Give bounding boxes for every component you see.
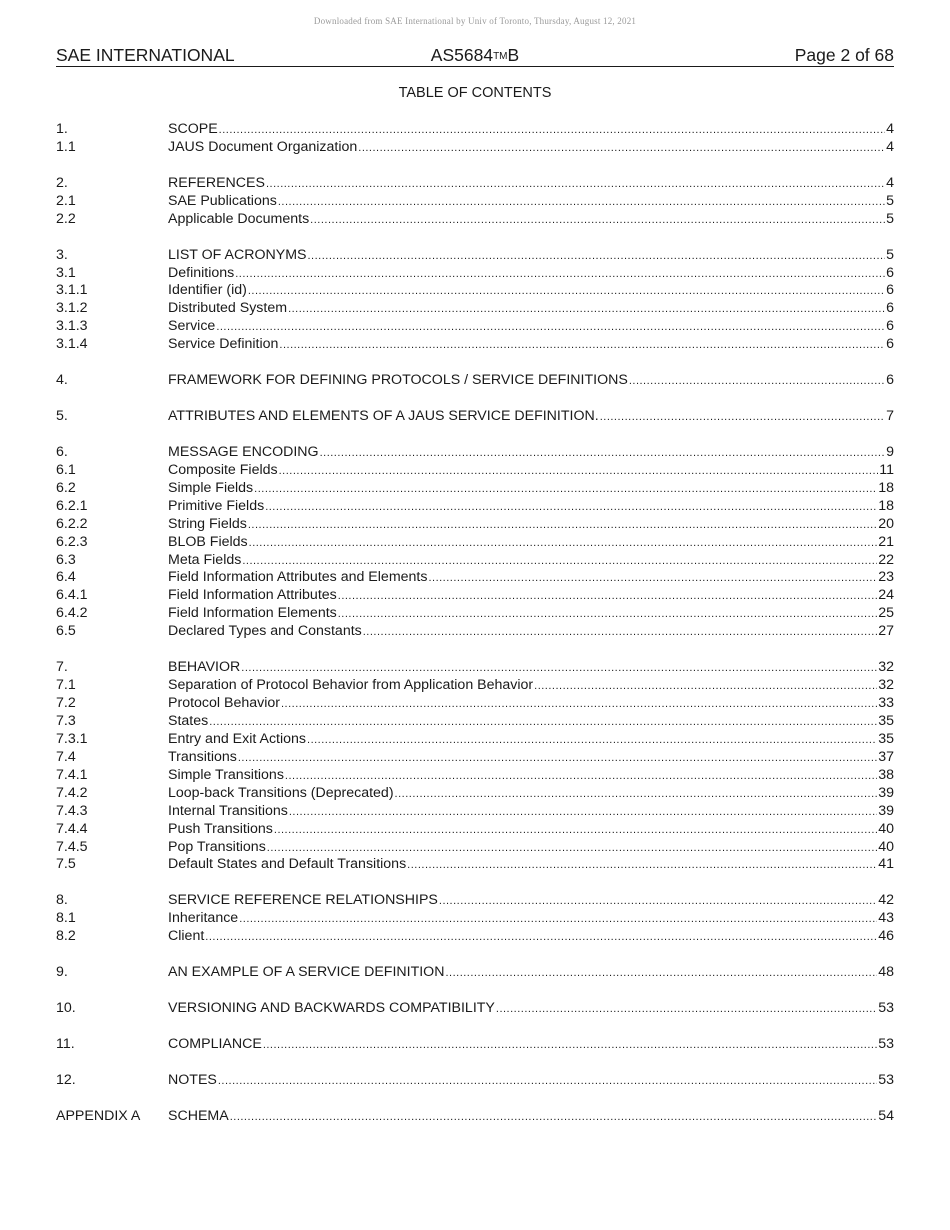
toc-entry[interactable] [56, 552, 894, 570]
toc-entry[interactable] [56, 175, 894, 193]
toc-entry-title[interactable]: COMPLIANCE [168, 1035, 262, 1052]
toc-entry-page[interactable]: 43 [878, 910, 894, 927]
toc-dot-leader [438, 893, 877, 911]
toc-entry-page[interactable]: 9 [886, 443, 894, 460]
toc-dot-leader [266, 840, 877, 858]
toc-entry-number: 3.1.4 [56, 336, 88, 353]
toc-entry-number: 7.1 [56, 677, 76, 694]
toc-dot-leader [277, 194, 885, 212]
toc-entry-title[interactable]: JAUS Document Organization [168, 138, 358, 155]
toc-entry-title[interactable]: MESSAGE ENCODING [168, 443, 319, 460]
toc-entry-title[interactable]: Meta Fields [168, 551, 242, 568]
toc-entry-title[interactable]: Default States and Default Transitions [168, 856, 407, 873]
toc-entry-number: 7.4.4 [56, 820, 88, 837]
toc-dot-leader [495, 1001, 877, 1019]
toc-entry[interactable] [56, 839, 894, 857]
toc-entry-number: 6.1 [56, 461, 76, 478]
toc-entry-page[interactable]: 6 [886, 336, 894, 353]
toc-entry-page[interactable]: 42 [878, 892, 894, 909]
toc-entry[interactable] [56, 534, 894, 552]
toc-entry-number: 6.4.1 [56, 587, 88, 604]
toc-dot-leader [248, 535, 878, 553]
toc-entry-number: 1. [56, 121, 68, 137]
toc-entry-page[interactable]: 32 [878, 677, 894, 694]
toc-dot-leader [337, 606, 877, 624]
toc-dot-leader [628, 373, 885, 391]
toc-entry-page[interactable]: 6 [886, 372, 894, 389]
toc-entry-number: 8.2 [56, 928, 76, 945]
toc-entry-title[interactable]: ATTRIBUTES AND ELEMENTS OF A JAUS SERVICE DEFINITION. [168, 408, 599, 424]
toc-entry-number: 7.3.1 [56, 730, 88, 747]
toc-entry-page[interactable]: 6 [886, 300, 894, 317]
toc-entry-page[interactable]: 46 [878, 928, 894, 945]
toc-dot-leader [241, 553, 877, 571]
toc-entry-page[interactable]: 39 [878, 802, 894, 819]
toc-entry-number: 10. [56, 999, 76, 1016]
toc-entry[interactable] [56, 928, 894, 946]
toc-entry-title[interactable]: Pop Transitions [168, 838, 266, 855]
toc-dot-leader [264, 499, 877, 517]
toc-entry[interactable] [56, 767, 894, 785]
toc-entry-title[interactable]: Identifier (id) [168, 282, 247, 299]
toc-entry-number: 7.2 [56, 695, 76, 711]
toc-entry-number: 7. [56, 659, 68, 676]
toc-entry-title[interactable]: Separation of Protocol Behavior from Application Behavior [168, 677, 534, 694]
toc-entry-page[interactable]: 53 [878, 1035, 894, 1052]
toc-entry-title[interactable]: Entry and Exit Actions [168, 730, 307, 747]
toc-entry-title[interactable]: LIST OF ACRONYMS [168, 246, 307, 263]
toc-dot-leader [215, 319, 885, 337]
toc-entry-title[interactable]: Client [168, 928, 205, 945]
header-document-id [56, 45, 894, 66]
toc-entry-title[interactable]: SERVICE REFERENCE RELATIONSHIPS [168, 892, 438, 909]
toc-entry-page[interactable]: 39 [878, 784, 894, 801]
toc-dot-leader [229, 1109, 878, 1127]
toc-dot-leader [247, 517, 877, 535]
toc-entry-page[interactable]: 4 [886, 138, 894, 155]
toc-entry[interactable] [56, 821, 894, 839]
toc-dot-leader [240, 660, 877, 678]
toc-entry-page[interactable]: 40 [878, 820, 894, 837]
toc-entry-title[interactable]: SCOPE [168, 121, 218, 137]
toc-entry-number: APPENDIX A [56, 1107, 141, 1124]
toc-entry[interactable] [56, 605, 894, 623]
toc-entry-number: 9. [56, 964, 68, 981]
toc-entry-title[interactable]: SCHEMA [168, 1107, 229, 1124]
toc-entry-number: 7.4 [56, 748, 76, 765]
toc-entry[interactable] [56, 569, 894, 587]
toc-entry[interactable] [56, 1108, 894, 1126]
toc-entry[interactable] [56, 444, 894, 462]
toc-entry-page[interactable]: 18 [878, 497, 894, 514]
toc-entry[interactable] [56, 336, 894, 354]
toc-entry[interactable] [56, 480, 894, 498]
toc-entry[interactable] [56, 803, 894, 821]
toc-entry-page[interactable]: 24 [878, 587, 894, 604]
toc-entry[interactable] [56, 139, 894, 157]
toc-entry-number: 6.2.2 [56, 515, 88, 532]
toc-entry[interactable] [56, 713, 894, 731]
toc-entry-number: 7.4.1 [56, 766, 88, 783]
toc-entry[interactable] [56, 121, 894, 139]
toc-entry-number: 8.1 [56, 910, 76, 927]
toc-entry-page[interactable]: 53 [878, 1071, 894, 1088]
toc-dot-leader [238, 911, 877, 929]
toc-entry-number: 6.3 [56, 551, 76, 568]
toc-entry-title[interactable]: Push Transitions [168, 820, 273, 837]
toc-dot-leader [309, 212, 885, 230]
toc-entry-title[interactable]: Simple Fields [168, 479, 254, 496]
toc-entry-title[interactable]: String Fields [168, 515, 247, 532]
toc-dot-leader [280, 696, 877, 714]
toc-entry-title[interactable]: BLOB Fields [168, 533, 248, 550]
toc-entry-title[interactable]: Declared Types and Constants [168, 623, 362, 640]
header-page-number: Page 2 of 68 [794, 45, 894, 65]
toc-entry-page[interactable]: 25 [878, 605, 894, 622]
toc-entry[interactable] [56, 785, 894, 803]
header-doc-number: AS5684 [430, 45, 494, 65]
toc-entry[interactable] [56, 677, 894, 695]
toc-entry-title[interactable]: Simple Transitions [168, 766, 284, 783]
toc-entry-number: 6. [56, 443, 68, 460]
toc-entry-title[interactable]: Inheritance [168, 910, 239, 927]
toc-entry[interactable] [56, 211, 894, 229]
toc-entry-page[interactable]: 48 [878, 964, 894, 981]
toc-entry-number: 2.1 [56, 192, 76, 209]
toc-dot-leader [278, 463, 879, 481]
toc-entry-number: 4. [56, 372, 68, 389]
toc-entry[interactable] [56, 623, 894, 641]
toc-dot-leader [427, 570, 877, 588]
toc-entry-page[interactable]: 23 [878, 569, 894, 586]
toc-entry-number: 3. [56, 246, 68, 263]
toc-dot-leader [306, 732, 877, 750]
toc-entry-title[interactable]: Field Information Attributes and Elements [168, 569, 428, 586]
toc-entry-number: 12. [56, 1071, 76, 1088]
toc-entry[interactable] [56, 856, 894, 874]
toc-entry-title[interactable]: Field Information Elements [168, 605, 337, 622]
toc-entry-page[interactable]: 18 [878, 479, 894, 496]
toc-entry-title[interactable]: Primitive Fields [168, 497, 265, 514]
toc-dot-leader [218, 122, 885, 140]
toc-entry-page[interactable]: 5 [886, 192, 894, 209]
toc-entry[interactable] [56, 516, 894, 534]
toc-entry-title[interactable]: Transitions [168, 748, 237, 765]
toc-entry-number: 3.1 [56, 264, 76, 281]
toc-dot-leader [307, 248, 886, 266]
toc-entry-number: 6.2.3 [56, 533, 88, 550]
toc-dot-leader [204, 929, 877, 947]
header-doc-revision: B [507, 45, 520, 65]
toc-entry-title[interactable]: States [168, 712, 209, 729]
toc-entry-title[interactable]: AN EXAMPLE OF A SERVICE DEFINITION [168, 964, 445, 981]
toc-entry[interactable] [56, 372, 894, 390]
toc-entry[interactable] [56, 587, 894, 605]
toc-entry-number: 7.4.2 [56, 784, 88, 801]
toc-dot-leader [284, 768, 877, 786]
toc-entry-page[interactable]: 11 [879, 461, 894, 478]
toc-entry-number: 11. [56, 1035, 75, 1052]
toc-entry-number: 7.4.3 [56, 802, 88, 819]
toc-dot-leader [444, 965, 877, 983]
toc-dot-leader [362, 624, 877, 642]
toc-entry-page[interactable]: 7 [886, 408, 894, 424]
toc-entry-title[interactable]: Field Information Attributes [168, 587, 337, 604]
toc-entry-page[interactable]: 6 [886, 318, 894, 335]
toc-entry-page[interactable]: 4 [886, 121, 894, 137]
toc-entry-number: 6.2 [56, 479, 76, 496]
toc-entry-title[interactable]: SAE Publications [168, 192, 277, 209]
toc-entry-page[interactable]: 27 [878, 623, 894, 640]
toc-entry-page[interactable]: 54 [878, 1107, 894, 1124]
toc-dot-leader [337, 588, 877, 606]
toc-entry[interactable] [56, 318, 894, 336]
toc-dot-leader [599, 409, 885, 427]
toc-entry-title[interactable]: Service [168, 318, 216, 335]
toc-entry-number: 2. [56, 174, 68, 191]
toc-entry-title[interactable]: FRAMEWORK FOR DEFINING PROTOCOLS / SERVICE DEFINITIONS [168, 372, 628, 389]
toc-entry-title[interactable]: REFERENCES [168, 174, 265, 191]
toc-entry-title[interactable]: Applicable Documents [168, 210, 310, 227]
toc-entry-page[interactable]: 6 [886, 282, 894, 299]
toc-entry-number: 3.1.2 [56, 300, 88, 317]
toc-dot-leader [287, 301, 885, 319]
toc-entry-page[interactable]: 35 [878, 730, 894, 747]
toc-entry-page[interactable]: 41 [878, 856, 894, 873]
toc-dot-leader [319, 445, 886, 463]
toc-entry[interactable] [56, 193, 894, 211]
toc-entry-page[interactable]: 37 [878, 748, 894, 765]
toc-entry[interactable] [56, 910, 894, 928]
toc-entry-page[interactable]: 53 [878, 999, 894, 1016]
toc-dot-leader [533, 678, 877, 696]
toc-entry-number: 7.5 [56, 856, 76, 873]
toc-entry[interactable] [56, 731, 894, 749]
toc-entry-number: 8. [56, 892, 68, 909]
toc-dot-leader [253, 481, 877, 499]
toc-entry-title[interactable]: Distributed System [168, 300, 288, 317]
toc-entry-page[interactable]: 22 [878, 551, 894, 568]
toc-entry-number: 7.4.5 [56, 838, 88, 855]
toc-dot-leader [208, 714, 877, 732]
toc-dot-leader [273, 822, 877, 840]
download-watermark: Downloaded from SAE International by Univ of Toronto, Thursday, August 12, 2021 [313, 16, 637, 26]
toc-entry-title[interactable]: Internal Transitions [168, 802, 288, 819]
header-organization: SAE INTERNATIONAL [56, 45, 235, 65]
toc-entry-title[interactable]: VERSIONING AND BACKWARDS COMPATIBILITY [168, 999, 495, 1016]
toc-entry-title[interactable]: Composite Fields [168, 461, 278, 478]
toc-title: TABLE OF CONTENTS [398, 85, 552, 101]
toc-entry[interactable] [56, 282, 894, 300]
table-of-contents [56, 121, 894, 1126]
toc-entry[interactable] [56, 247, 894, 265]
toc-entry-title[interactable]: NOTES [168, 1071, 217, 1088]
toc-dot-leader [234, 266, 885, 284]
toc-entry-title[interactable]: Protocol Behavior [168, 695, 280, 711]
toc-entry-number: 1.1 [56, 138, 76, 155]
toc-entry[interactable] [56, 498, 894, 516]
toc-entry-number: 6.2.1 [56, 497, 88, 514]
toc-entry-page[interactable]: 4 [886, 174, 894, 191]
toc-entry-number: 6.4.2 [56, 605, 88, 622]
toc-dot-leader [237, 750, 877, 768]
toc-dot-leader [394, 786, 878, 804]
toc-entry[interactable] [56, 964, 894, 982]
toc-entry-page[interactable]: 35 [878, 712, 894, 729]
toc-entry[interactable] [56, 659, 894, 677]
toc-entry-page[interactable]: 6 [886, 264, 894, 281]
toc-dot-leader [278, 337, 885, 355]
toc-entry-page[interactable]: 38 [878, 766, 894, 783]
toc-entry-number: 7.3 [56, 712, 76, 729]
toc-entry-number: 2.2 [56, 210, 76, 227]
toc-entry-number: 5. [56, 408, 68, 424]
toc-dot-leader [262, 1037, 877, 1055]
toc-entry[interactable] [56, 408, 894, 426]
toc-entry[interactable] [56, 749, 894, 767]
toc-entry[interactable] [56, 462, 894, 480]
toc-entry[interactable] [56, 300, 894, 318]
toc-entry-title[interactable]: BEHAVIOR [168, 659, 241, 676]
toc-entry-page[interactable]: 21 [878, 533, 894, 550]
toc-entry-page[interactable]: 20 [878, 515, 894, 532]
toc-entry-title[interactable]: Service Definition [168, 336, 279, 353]
toc-entry-page[interactable]: 5 [886, 246, 894, 263]
toc-dot-leader [288, 804, 877, 822]
page-header [56, 44, 894, 67]
toc-entry-number: 6.5 [56, 623, 76, 640]
toc-entry-page[interactable]: 5 [886, 210, 894, 227]
toc-entry-number: 3.1.1 [56, 282, 88, 299]
toc-entry[interactable] [56, 265, 894, 283]
toc-entry-page[interactable]: 32 [878, 659, 894, 676]
toc-dot-leader [406, 857, 877, 875]
toc-entry-number: 3.1.3 [56, 318, 88, 335]
toc-dot-leader [247, 283, 885, 301]
toc-entry[interactable] [56, 1072, 894, 1090]
toc-entry-title[interactable]: Loop-back Transitions (Deprecated) [168, 784, 394, 801]
trademark-mark: TM [493, 51, 508, 62]
toc-dot-leader [357, 140, 885, 158]
toc-entry-title[interactable]: Definitions [168, 264, 235, 281]
toc-entry[interactable] [56, 1036, 894, 1054]
toc-entry[interactable] [56, 892, 894, 910]
toc-entry[interactable] [56, 1000, 894, 1018]
toc-dot-leader [265, 176, 885, 194]
toc-entry[interactable] [56, 695, 894, 713]
toc-entry-number: 6.4 [56, 569, 76, 586]
toc-entry-page[interactable]: 33 [878, 695, 894, 711]
toc-entry-page[interactable]: 40 [878, 838, 894, 855]
toc-dot-leader [217, 1073, 877, 1091]
